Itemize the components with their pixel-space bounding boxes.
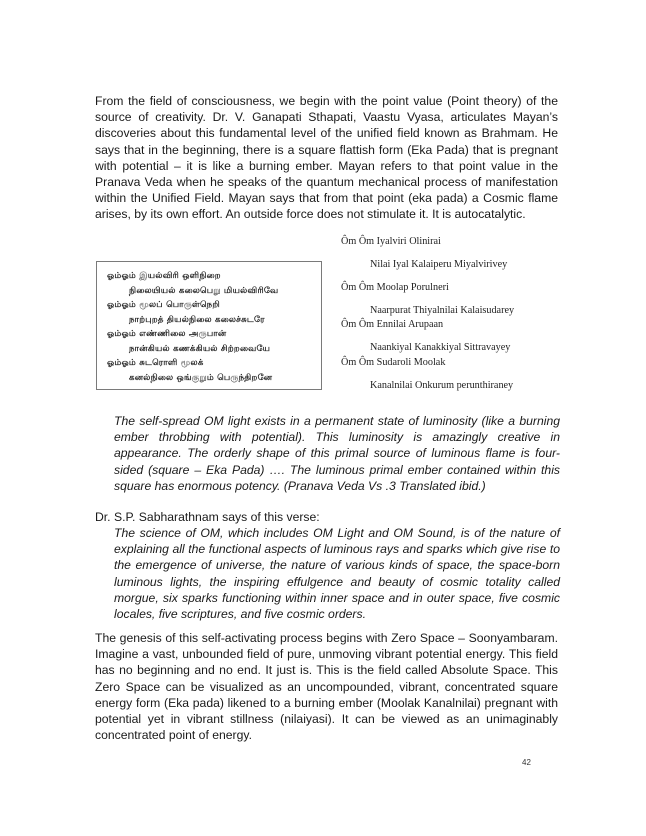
tamil-verse-line: நாற்புறத் தியல்நிலை கலைச்சுடரே [129,315,265,325]
page-number: 42 [522,758,531,767]
pranava-veda-quote: The self-spread OM light exists in a permanent state of luminosity (like a burning ember throbbing with potential). This luminosity is amazingly creative in appearance. The orderly shape of this primal source of luminous flame is four-sided (square – Eka Pada) …. The luminous primal ember contained within this square has enormous potency. (Pranava Veda Vs .3 Translated ibid.) [114,414,560,493]
tamil-verse-image [96,261,322,390]
transliteration-line: Ôm Ôm Iyalviri Olinirai [341,236,441,247]
tamil-verse-line: ஓம்ஓம் மூலப் பொருள்நெறி [107,300,220,310]
tamil-verse-line: நான்கியல் கணக்கியல் சிற்றவையே [129,344,271,354]
transliteration-line: Naarpurat Thiyalnilai Kalaisudarey [370,305,515,316]
transliteration-line: Nilai Iyal Kalaiperu Miyalvirivey [370,259,508,270]
tamil-verse-line: ஓம்ஓம் சுடரொளி மூலக் [107,358,204,368]
transliteration-line: Ôm Ôm Ennilai Arupaan [341,319,444,330]
tamil-verse-line: ஓம்ஓம் எண்ணிலை அருபான் [107,329,227,339]
genesis-paragraph: The genesis of this self-activating process begins with Zero Space – Soonyambaram. Imagine a vast, unbounded field of pure, unmoving vibrant potential energy. This field has no beginning and no end. It just is. This is the field called Absolute Space. This Zero Space can be visualized as an uncompounded, vibrant, concentrated square energy form (Eka pada) likened to a burning ember (Moolak Kanalnilai) pregnant with potential yet in vibrant stillness (nilaiyasi). It can be viewed as an unimaginably concentrated point of energy. [95,631,558,743]
transliteration-line: Ôm Ôm Sudaroli Moolak [341,357,446,368]
transliteration-line: Kanalnilai Onkurum perunthiraney [370,380,514,391]
transliteration-line: Ôm Ôm Moolap Porulneri [341,282,449,293]
intro-paragraph: From the field of consciousness, we begin with the point value (Point theory) of the source of creativity. Dr. V. Ganapati Sthapati, Vaastu Vyasa, articulates Mayan’s discoveries about this fundamental level of the unified field known as Brahmam. He says that in the beginning, there is a square flattish form (Eka Pada) that is pregnant with potential – it is like a burning ember. Mayan refers to that point value in the Pranava Veda when he speaks of the quantum mechanical process of manifestation within the Unified Field. Mayan says that from that point (eka pada) a Cosmic flame arises, by its own effort. An outside force does not stimulate it. It is autocatalytic. [95,94,558,222]
attribution-line: Dr. S.P. Sabharathnam says of this verse: [95,510,320,524]
sabharathnam-quote: The science of OM, which includes OM Light and OM Sound, is of the nature of explaining all the functional aspects of luminous rays and sparks which give rise to the emergence of universe, the nature of various kinds of space, the space-born luminous lights, the inspiring effulgence and beauty of cosmic totality called morgue, six sparks functioning within inner space and in outer space, five cosmic locales, five scriptures, and five cosmic orders. [114,526,560,622]
tamil-verse-line: கனல்நிலை ஒங்குறும் பெருந்திறனே [129,373,273,383]
transliteration-line: Naankiyal Kanakkiyal Sittravayey [370,342,511,353]
tamil-verse-line: நிலையியல் கலைபெறு மியல்விரிவே [129,286,279,296]
tamil-verse-line: ஓம்ஓம் இயல்விரி ஒளிநிறை [107,271,221,281]
